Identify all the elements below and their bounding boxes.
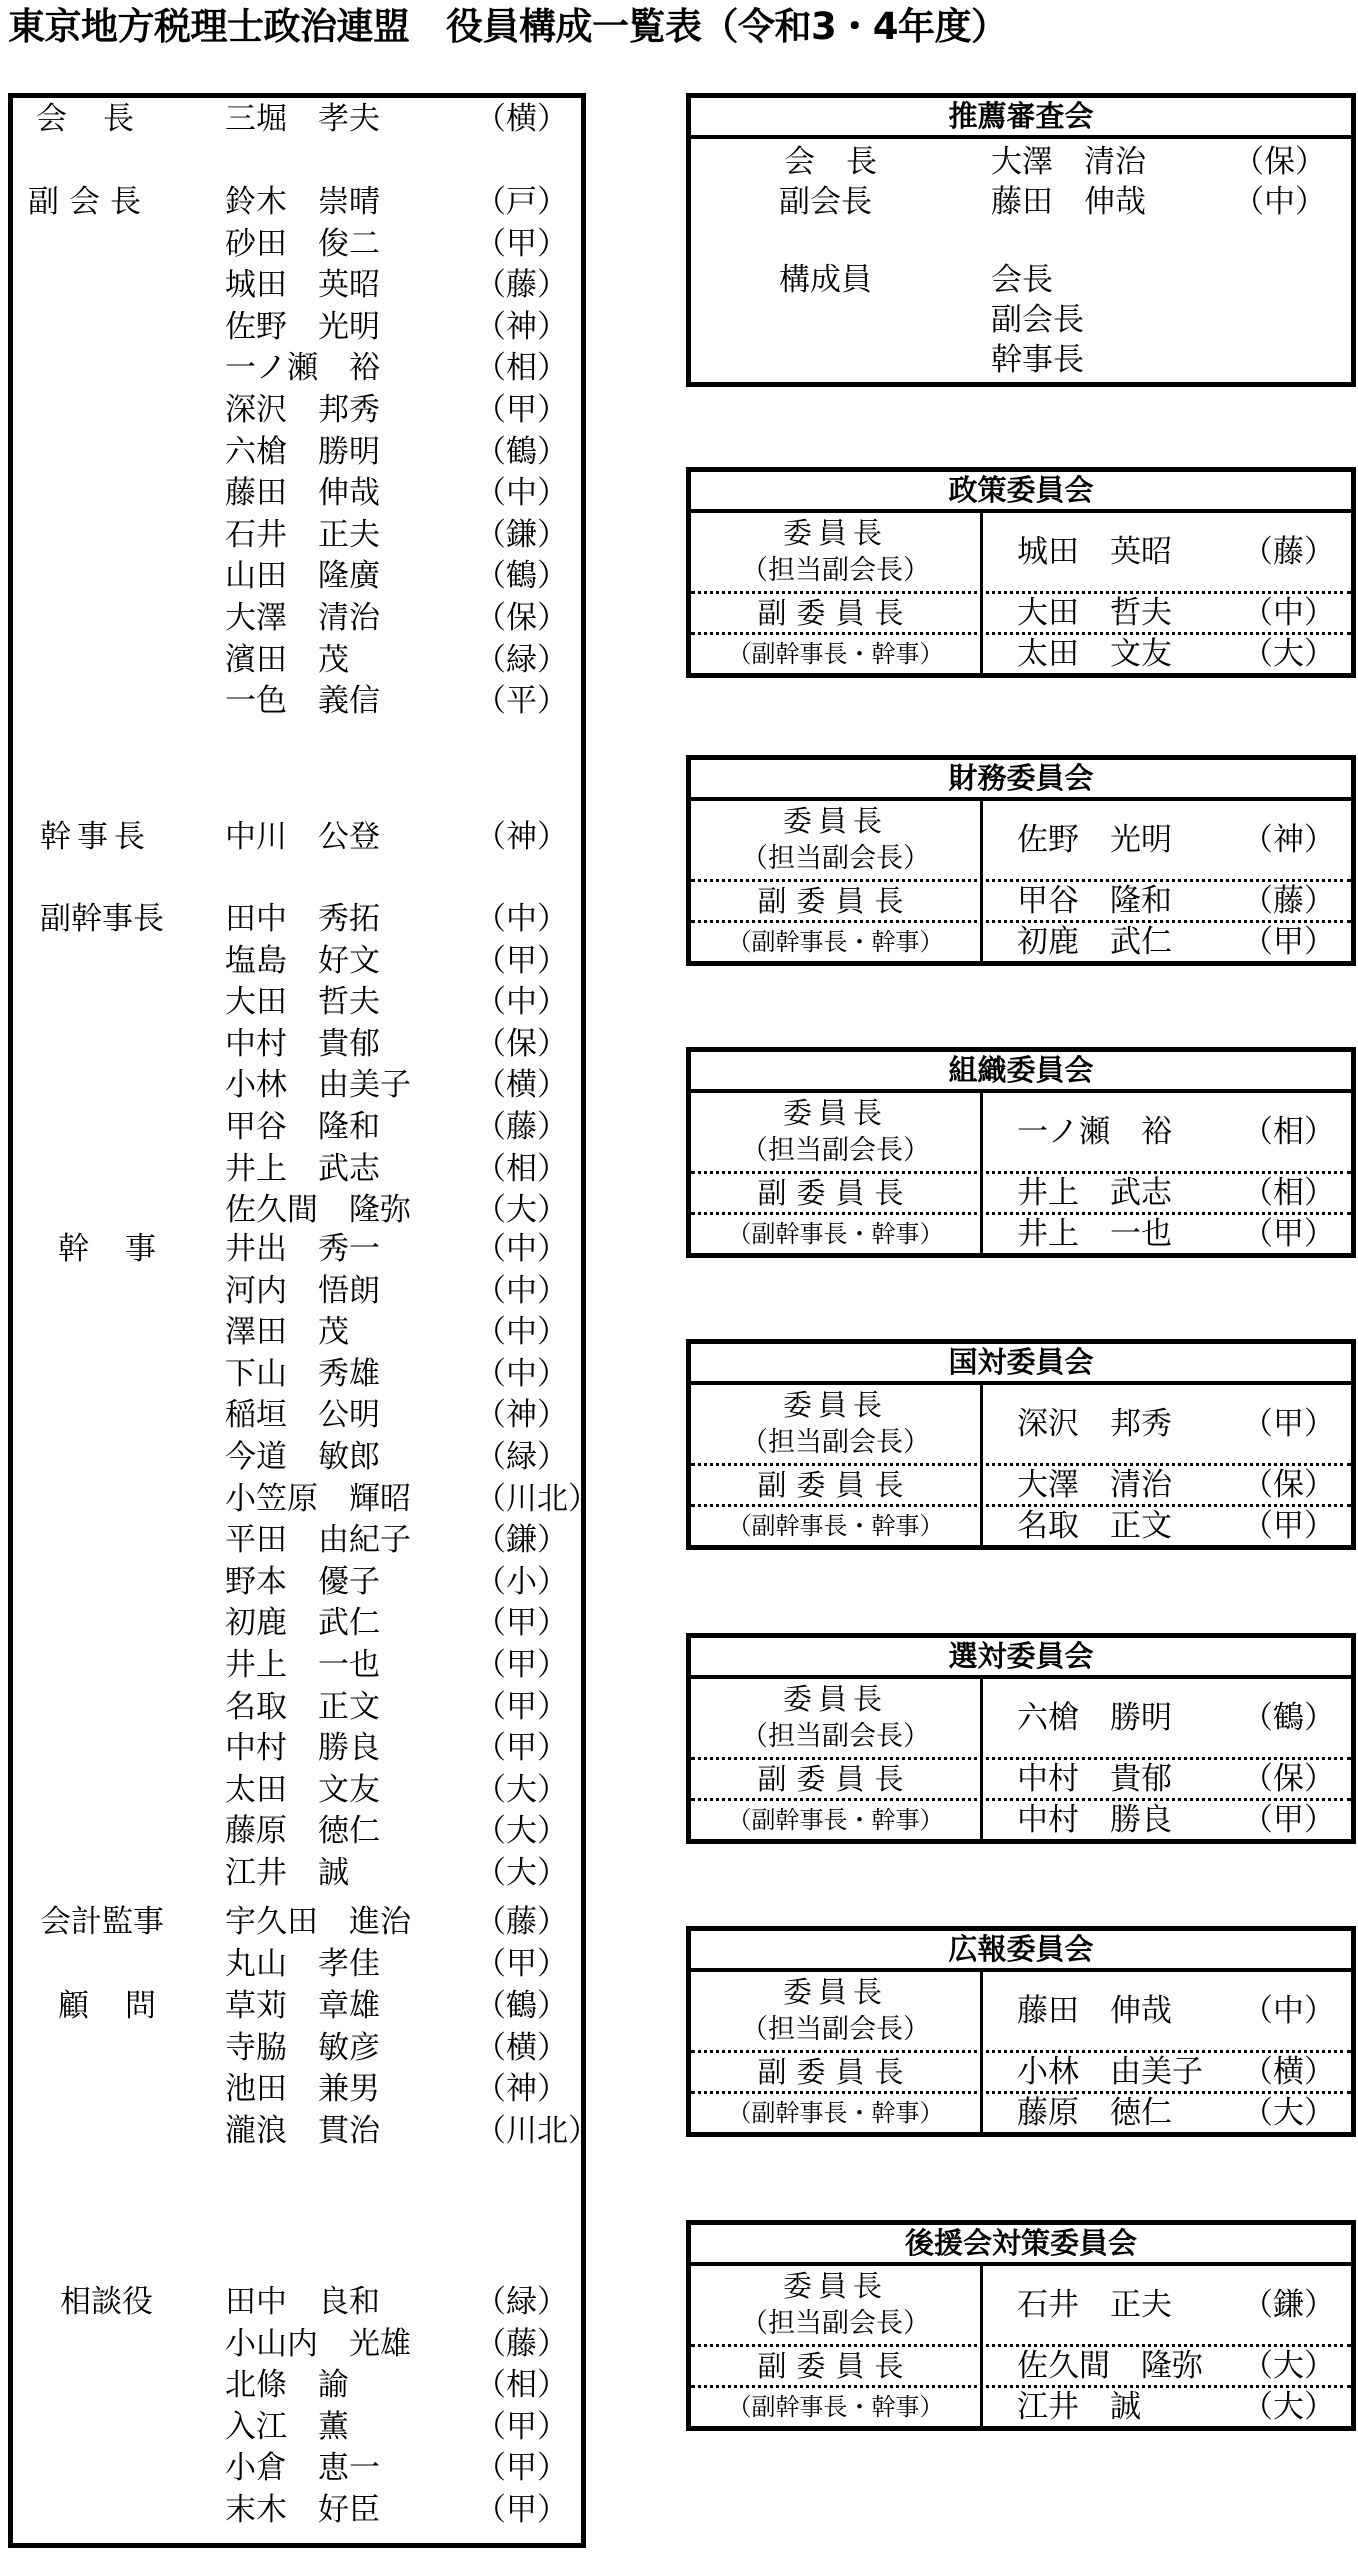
vice-sub-label: （副幹事長・幹事）: [691, 1215, 983, 1253]
roster-branch: （緑）: [475, 2284, 568, 2320]
committee-vice-row: [691, 2053, 1351, 2094]
nomination-chair-name: 大澤 清治: [991, 144, 1146, 180]
committee-vice2-name: 名取 正文: [1017, 1508, 1172, 1544]
chair-sub-label: （担当副会長）: [741, 2014, 930, 2045]
roster-name: 田中 秀拓: [225, 901, 380, 937]
roster-name: 初鹿 武仁: [225, 1605, 380, 1641]
committee-vice-row: [691, 594, 1351, 635]
committee-chair-name: 石井 正夫: [1017, 2287, 1172, 2323]
roster-name: 中村 貴郁: [225, 1026, 380, 1062]
roster-name: 山田 隆廣: [225, 558, 380, 594]
committee-vice-cell: [983, 2053, 1351, 2091]
roster-branch: （大）: [475, 1192, 568, 1228]
roster-position: 幹事長: [40, 819, 151, 855]
committee-box: [686, 467, 1356, 678]
committee-title: 組織委員会: [691, 1052, 1351, 1093]
committee-vice2-name: 江井 誠: [1017, 2389, 1141, 2425]
committee-vice-name: 甲谷 隆和: [1017, 883, 1172, 919]
committee-vice-name: 中村 貴郁: [1017, 1761, 1172, 1797]
chair-label: 委員長: [782, 1682, 888, 1716]
committee-title: 国対委員会: [691, 1344, 1351, 1385]
roster-branch: （中）: [475, 1231, 568, 1267]
committee-vice-row: [691, 1174, 1351, 1215]
roster-branch: （大）: [475, 1772, 568, 1808]
roster-branch: （甲）: [475, 226, 568, 262]
committee-box: [686, 1339, 1356, 1550]
roster-branch: （鶴）: [475, 434, 568, 470]
chair-label: 委員長: [782, 804, 888, 838]
committee-chair-cell: [983, 1972, 1351, 2050]
committee-chair-branch: （甲）: [1242, 1406, 1335, 1442]
roster-name: 今道 敏郎: [225, 1439, 380, 1475]
roster-branch: （藤）: [475, 2326, 568, 2362]
committee-chair-branch: （相）: [1242, 1114, 1335, 1150]
vice-sub-label: （副幹事長・幹事）: [691, 2388, 983, 2426]
roster-name: 稲垣 公明: [225, 1397, 380, 1433]
roster-branch: （甲）: [475, 2409, 568, 2445]
committee-chair-branch: （藤）: [1242, 534, 1335, 570]
committee-vice2-row: [691, 2388, 1351, 2426]
roster-branch: （鎌）: [475, 1522, 568, 1558]
nomination-members-label: 構成員: [779, 262, 872, 298]
roster-branch: （甲）: [475, 2450, 568, 2486]
roster-name: 濱田 茂: [225, 642, 349, 678]
roster-position: 相談役: [60, 2284, 153, 2320]
committee-vice2-cell: [983, 923, 1351, 961]
chair-sub-label: （担当副会長）: [741, 2308, 930, 2339]
roster-branch: （保）: [475, 600, 568, 636]
chair-label: 委員長: [782, 1096, 888, 1130]
committee-chair-name: 六槍 勝明: [1017, 1700, 1172, 1736]
roster-name: 平田 由紀子: [225, 1522, 411, 1558]
roster-name: 中村 勝良: [225, 1730, 380, 1766]
committee-chair-label-cell: [691, 801, 983, 879]
committee-vice-cell: [983, 1760, 1351, 1798]
committee-vice2-branch: （甲）: [1242, 924, 1335, 960]
nomination-committee-box: [686, 93, 1356, 387]
committee-vice-row: [691, 2347, 1351, 2388]
committee-chair-cell: [983, 2266, 1351, 2344]
roster-name: 名取 正文: [225, 1689, 380, 1725]
roster-name: 丸山 孝佳: [225, 1946, 380, 1982]
committee-chair-cell: [983, 1093, 1351, 1171]
roster-name: 深沢 邦秀: [225, 392, 380, 428]
committee-chair-name: 佐野 光明: [1017, 822, 1172, 858]
committee-chair-row: [691, 1972, 1351, 2053]
roster-name: 佐野 光明: [225, 309, 380, 345]
roster-branch: （戸）: [475, 184, 568, 220]
roster-name: 大澤 清治: [225, 600, 380, 636]
committee-vice-name: 大澤 清治: [1017, 1467, 1172, 1503]
chair-sub-label: （担当副会長）: [741, 843, 930, 874]
roster-name: 六槍 勝明: [225, 434, 380, 470]
roster-branch: （鶴）: [475, 1988, 568, 2024]
roster-name: 一色 義信: [225, 683, 380, 719]
roster-branch: （甲）: [475, 1605, 568, 1641]
roster-branch: （中）: [475, 1356, 568, 1392]
roster-name: 井上 一也: [225, 1647, 380, 1683]
committee-vice2-cell: [983, 2094, 1351, 2132]
roster-branch: （藤）: [475, 1109, 568, 1145]
committee-vice2-cell: [983, 2388, 1351, 2426]
committee-vice2-branch: （大）: [1242, 636, 1335, 672]
committee-chair-label-cell: [691, 2266, 983, 2344]
nomination-member: 会長: [991, 262, 1053, 298]
vice-sub-label: （副幹事長・幹事）: [691, 1801, 983, 1839]
committee-chair-branch: （中）: [1242, 1993, 1335, 2029]
roster-name: 一ノ瀬 裕: [225, 350, 380, 386]
committee-vice-name: 大田 哲夫: [1017, 595, 1172, 631]
page-title: 東京地方税理士政治連盟 役員構成一覧表（令和3・4年度）: [8, 5, 1008, 48]
roster-branch: （藤）: [475, 1904, 568, 1940]
roster-name: 澤田 茂: [225, 1314, 349, 1350]
roster-branch: （中）: [475, 475, 568, 511]
vice-sub-label: （副幹事長・幹事）: [691, 2094, 983, 2132]
committee-vice2-cell: [983, 1801, 1351, 1839]
roster-branch: （甲）: [475, 392, 568, 428]
roster-branch: （甲）: [475, 943, 568, 979]
roster-name: 中川 公登: [225, 819, 380, 855]
committee-chair-label-cell: [691, 1972, 983, 2050]
committee-vice-branch: （藤）: [1242, 883, 1335, 919]
roster-name: 小倉 恵一: [225, 2450, 380, 2486]
committee-vice-branch: （大）: [1242, 2348, 1335, 2384]
roster-position: 会長: [36, 101, 170, 137]
roster-name: 田中 良和: [225, 2284, 380, 2320]
committee-vice-cell: [983, 594, 1351, 632]
committee-title: 選対委員会: [691, 1638, 1351, 1679]
roster-name: 三堀 孝夫: [225, 101, 380, 137]
committee-vice-cell: [983, 1174, 1351, 1212]
roster-branch: （神）: [475, 819, 568, 855]
committee-vice2-branch: （甲）: [1242, 1508, 1335, 1544]
committee-vice2-row: [691, 1507, 1351, 1545]
roster-position: 幹事: [58, 1231, 192, 1267]
nomination-member: 幹事長: [991, 342, 1084, 378]
vice-label: 副委員長: [691, 2347, 983, 2385]
committee-chair-row: [691, 1385, 1351, 1466]
committee-chair-row: [691, 513, 1351, 594]
roster-name: 野本 優子: [225, 1564, 380, 1600]
officer-roster: [8, 93, 599, 2548]
committee-vice2-row: [691, 635, 1351, 673]
committee-vice-cell: [983, 1466, 1351, 1504]
roster-branch: （大）: [475, 1855, 568, 1891]
committee-chair-branch: （鶴）: [1242, 1700, 1335, 1736]
roster-branch: （小）: [475, 1564, 568, 1600]
roster-branch: （甲）: [475, 1689, 568, 1725]
committee-box: [686, 1633, 1356, 1844]
roster-name: 草苅 章雄: [225, 1988, 380, 2024]
roster-position: 副会長: [28, 184, 151, 220]
committee-box: [686, 755, 1356, 966]
roster-branch: （緑）: [475, 1439, 568, 1475]
roster-branch: （中）: [475, 1314, 568, 1350]
committee-vice2-branch: （甲）: [1242, 1802, 1335, 1838]
committee-vice-name: 小林 由美子: [1017, 2054, 1203, 2090]
committee-vice2-cell: [983, 1215, 1351, 1253]
nomination-member: 副会長: [991, 302, 1084, 338]
committee-vice2-cell: [983, 1507, 1351, 1545]
committee-chair-label-cell: [691, 513, 983, 591]
committee-chair-cell: [983, 801, 1351, 879]
committee-chair-label-cell: [691, 1385, 983, 1463]
committee-vice2-branch: （大）: [1242, 2389, 1335, 2425]
chair-sub-label: （担当副会長）: [741, 1427, 930, 1458]
committee-vice-branch: （相）: [1242, 1175, 1335, 1211]
roster-name: 城田 英昭: [225, 267, 380, 303]
roster-name: 末木 好臣: [225, 2492, 380, 2528]
committee-box: [686, 1047, 1356, 1258]
roster-name: 小笠原 輝昭: [225, 1481, 411, 1517]
roster-name: 宇久田 進治: [225, 1904, 411, 1940]
roster-name: 江井 誠: [225, 1855, 349, 1891]
chair-sub-label: （担当副会長）: [741, 1135, 930, 1166]
roster-branch: （大）: [475, 1813, 568, 1849]
nomination-vice-branch: （中）: [1233, 184, 1326, 220]
chair-label: 委員長: [782, 1388, 888, 1422]
vice-label: 副委員長: [691, 2053, 983, 2091]
committee-vice-row: [691, 1466, 1351, 1507]
committee-vice-name: 佐久間 隆弥: [1017, 2348, 1203, 2384]
roster-branch: （川北）: [475, 2113, 599, 2149]
chair-label: 委員長: [782, 516, 888, 550]
roster-name: 下山 秀雄: [225, 1356, 380, 1392]
roster-name: 太田 文友: [225, 1772, 380, 1808]
roster-name: 小林 由美子: [225, 1067, 411, 1103]
committee-vice2-name: 井上 一也: [1017, 1216, 1172, 1252]
committee-vice-branch: （保）: [1242, 1467, 1335, 1503]
vice-sub-label: （副幹事長・幹事）: [691, 1507, 983, 1545]
roster-name: 藤田 伸哉: [225, 475, 380, 511]
committee-vice-row: [691, 1760, 1351, 1801]
committee-vice2-name: 太田 文友: [1017, 636, 1172, 672]
roster-branch: （中）: [475, 984, 568, 1020]
vice-label: 副委員長: [691, 1174, 983, 1212]
chair-sub-label: （担当副会長）: [741, 555, 930, 586]
committee-box: [686, 1926, 1356, 2137]
roster-branch: （藤）: [475, 267, 568, 303]
chair-label: 委員長: [782, 1975, 888, 2009]
roster-name: 瀧浪 貫治: [225, 2113, 380, 2149]
committee-vice2-row: [691, 1801, 1351, 1839]
roster-branch: （鎌）: [475, 517, 568, 553]
committee-chair-label-cell: [691, 1093, 983, 1171]
nomination-vice-label: 副会長: [779, 184, 872, 220]
committee-vice2-name: 中村 勝良: [1017, 1802, 1172, 1838]
committee-chair-cell: [983, 1679, 1351, 1757]
roster-name: 甲谷 隆和: [225, 1109, 380, 1145]
vice-label: 副委員長: [691, 1760, 983, 1798]
roster-name: 寺脇 敏彦: [225, 2030, 380, 2066]
committee-vice-name: 井上 武志: [1017, 1175, 1172, 1211]
roster-name: 藤原 徳仁: [225, 1813, 380, 1849]
roster-position: 会計監事: [40, 1904, 164, 1940]
roster-branch: （神）: [475, 2071, 568, 2107]
committee-vice-cell: [983, 2347, 1351, 2385]
roster-name: 塩島 好文: [225, 943, 380, 979]
committee-chair-name: 深沢 邦秀: [1017, 1406, 1172, 1442]
roster-position: 顧問: [58, 1988, 192, 2024]
committee-chair-cell: [983, 513, 1351, 591]
committee-vice-branch: （中）: [1242, 595, 1335, 631]
committee-box: [686, 2220, 1356, 2431]
committee-vice2-name: 初鹿 武仁: [1017, 924, 1172, 960]
roster-branch: （甲）: [475, 1946, 568, 1982]
nomination-chair-branch: （保）: [1233, 144, 1326, 180]
roster-name: 入江 薫: [225, 2409, 349, 2445]
committee-title: 財務委員会: [691, 760, 1351, 801]
committee-vice2-cell: [983, 635, 1351, 673]
roster-name: 佐久間 隆弥: [225, 1192, 411, 1228]
roster-branch: （神）: [475, 309, 568, 345]
roster-branch: （神）: [475, 1397, 568, 1433]
roster-name: 鈴木 崇晴: [225, 184, 380, 220]
committee-vice-branch: （保）: [1242, 1761, 1335, 1797]
committee-chair-branch: （神）: [1242, 822, 1335, 858]
roster-name: 砂田 俊二: [225, 226, 380, 262]
vice-sub-label: （副幹事長・幹事）: [691, 635, 983, 673]
vice-label: 副委員長: [691, 1466, 983, 1504]
committee-vice2-branch: （甲）: [1242, 1216, 1335, 1252]
roster-branch: （横）: [475, 1067, 568, 1103]
committee-chair-name: 藤田 伸哉: [1017, 1993, 1172, 2029]
committee-vice2-branch: （大）: [1242, 2095, 1335, 2131]
roster-branch: （甲）: [475, 1730, 568, 1766]
vice-sub-label: （副幹事長・幹事）: [691, 923, 983, 961]
committee-chair-row: [691, 1093, 1351, 1174]
committee-chair-row: [691, 1679, 1351, 1760]
roster-name: 小山内 光雄: [225, 2326, 411, 2362]
committee-title: 政策委員会: [691, 472, 1351, 513]
nomination-title: 推薦審査会: [691, 98, 1351, 139]
roster-branch: （甲）: [475, 2492, 568, 2528]
roster-branch: （中）: [475, 1273, 568, 1309]
roster-position: 副幹事長: [40, 901, 164, 937]
committee-chair-row: [691, 801, 1351, 882]
roster-name: 石井 正夫: [225, 517, 380, 553]
roster-branch: （相）: [475, 2367, 568, 2403]
roster-branch: （横）: [475, 2030, 568, 2066]
committee-title: 後援会対策委員会: [691, 2225, 1351, 2266]
committee-vice2-name: 藤原 徳仁: [1017, 2095, 1172, 2131]
committee-chair-name: 一ノ瀬 裕: [1017, 1114, 1172, 1150]
roster-name: 河内 悟朗: [225, 1273, 380, 1309]
roster-name: 井上 武志: [225, 1151, 380, 1187]
committee-vice2-row: [691, 2094, 1351, 2132]
committee-vice-cell: [983, 882, 1351, 920]
committee-title: 広報委員会: [691, 1931, 1351, 1972]
roster-branch: （平）: [475, 683, 568, 719]
chair-sub-label: （担当副会長）: [741, 1721, 930, 1752]
roster-branch: （相）: [475, 1151, 568, 1187]
roster-branch: （甲）: [475, 1647, 568, 1683]
roster-name: 大田 哲夫: [225, 984, 380, 1020]
chair-label: 委員長: [782, 2269, 888, 2303]
committee-chair-row: [691, 2266, 1351, 2347]
committee-chair-label-cell: [691, 1679, 983, 1757]
committee-vice2-row: [691, 1215, 1351, 1253]
committee-vice-branch: （横）: [1242, 2054, 1335, 2090]
roster-name: 北條 諭: [225, 2367, 349, 2403]
vice-label: 副委員長: [691, 882, 983, 920]
committee-chair-cell: [983, 1385, 1351, 1463]
committee-chair-name: 城田 英昭: [1017, 534, 1172, 570]
roster-name: 井出 秀一: [225, 1231, 380, 1267]
roster-branch: （横）: [475, 101, 568, 137]
roster-branch: （鶴）: [475, 558, 568, 594]
roster-branch: （保）: [475, 1026, 568, 1062]
nomination-vice-name: 藤田 伸哉: [991, 184, 1146, 220]
roster-branch: （川北）: [475, 1481, 599, 1517]
roster-branch: （中）: [475, 901, 568, 937]
vice-label: 副委員長: [691, 594, 983, 632]
roster-name: 池田 兼男: [225, 2071, 380, 2107]
committee-vice-row: [691, 882, 1351, 923]
committee-chair-branch: （鎌）: [1242, 2287, 1335, 2323]
roster-branch: （緑）: [475, 642, 568, 678]
roster-branch: （相）: [475, 350, 568, 386]
committee-vice2-row: [691, 923, 1351, 961]
nomination-chair-label: 会 長: [784, 144, 877, 180]
